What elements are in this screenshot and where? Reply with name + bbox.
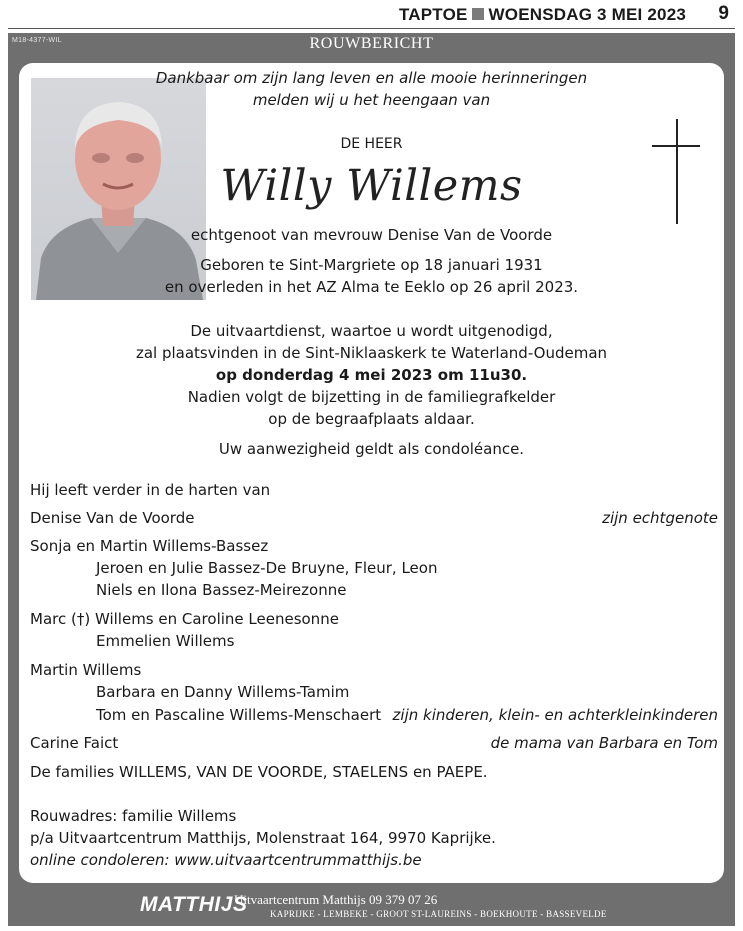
header-divider [8, 28, 735, 29]
page-number: 9 [718, 3, 729, 24]
funeral-home-footer [8, 889, 735, 923]
paper-name: TAPTOE [398, 5, 468, 24]
survivor: Carine Faict [30, 734, 119, 752]
survivor: Marc (†) Willems en Caroline Leenesonne [30, 610, 339, 628]
funeral-home-logo: MATTHIJS [140, 893, 248, 916]
online-condolence-link[interactable]: online condoleren: www.uitvaartcentrummatthijs.be [30, 851, 422, 869]
deceased-name: Willy Willems [220, 161, 523, 211]
intro-line: melden wij u het heengaan van [252, 91, 491, 109]
survivor: Jeroen en Julie Bassez-De Bruyne, Fleur, Leon [96, 559, 438, 577]
mourning-address: Rouwadres: familie Willems [30, 807, 237, 825]
death-line: en overleden in het AZ Alma te Eeklo op 26 april 2023. [164, 278, 579, 296]
newspaper-header [0, 0, 743, 30]
funeral-home-contact: Uitvaartcentrum Matthijs 09 379 07 26 [234, 892, 438, 907]
issue-date: WOENSDAG 3 MEI 2023 [488, 5, 686, 24]
survivor: Emmelien Willems [96, 632, 235, 650]
service-date: op donderdag 4 mei 2023 om 11u30. [215, 366, 528, 384]
relation: zijn kinderen, klein- en achterkleinkinderen [392, 706, 718, 724]
spouse-line: echtgenoot van mevrouw Denise Van de Voorde [190, 226, 553, 244]
mourning-address: p/a Uitvaartcentrum Matthijs, Molenstraat 164, 9970 Kaprijke. [30, 829, 496, 847]
relation: zijn echtgenote [602, 509, 718, 527]
masthead [399, 5, 686, 25]
condolence-note: Uw aanwezigheid geldt als condoléance. [218, 440, 525, 458]
obituary-frame [8, 33, 735, 926]
ad-code: M18-4377-WIL [12, 37, 62, 44]
service-line: zal plaatsvinden in de Sint-Niklaaskerk te Waterland-Oudeman [135, 344, 608, 362]
relation: de mama van Barbara en Tom [490, 734, 718, 752]
survivor: Sonja en Martin Willems-Bassez [30, 537, 269, 555]
survivor: Tom en Pascaline Willems-Menschaert [96, 706, 382, 724]
intro-line: Dankbaar om zijn lang leven en alle mooie herinneringen [155, 69, 588, 87]
square-bullet-icon [472, 8, 484, 20]
families-line: De families WILLEMS, VAN DE VOORDE, STAELENS en PAEPE. [30, 763, 488, 781]
obituary-card [19, 63, 724, 883]
survivor: Barbara en Danny Willems-Tamim [96, 683, 350, 701]
honorific: DE HEER [340, 136, 403, 152]
rubric-title: ROUWBERICHT [309, 35, 434, 52]
funeral-home-locations: KAPRIJKE - LEMBEKE - GROOT ST-LAUREINS - BOEKHOUTE - BASSEVELDE [270, 909, 607, 919]
survivor: Niels en Ilona Bassez-Meirezonne [96, 581, 347, 599]
survivor: Martin Willems [30, 661, 142, 679]
survivors-intro: Hij leeft verder in de harten van [30, 481, 271, 499]
birth-line: Geboren te Sint-Margriete op 18 januari 1931 [200, 256, 543, 274]
service-line: De uitvaartdienst, waartoe u wordt uitgenodigd, [190, 322, 553, 340]
survivor: Denise Van de Voorde [30, 509, 195, 527]
service-line: op de begraafplaats aldaar. [268, 410, 475, 428]
service-line: Nadien volgt de bijzetting in de familiegrafkelder [187, 388, 556, 406]
